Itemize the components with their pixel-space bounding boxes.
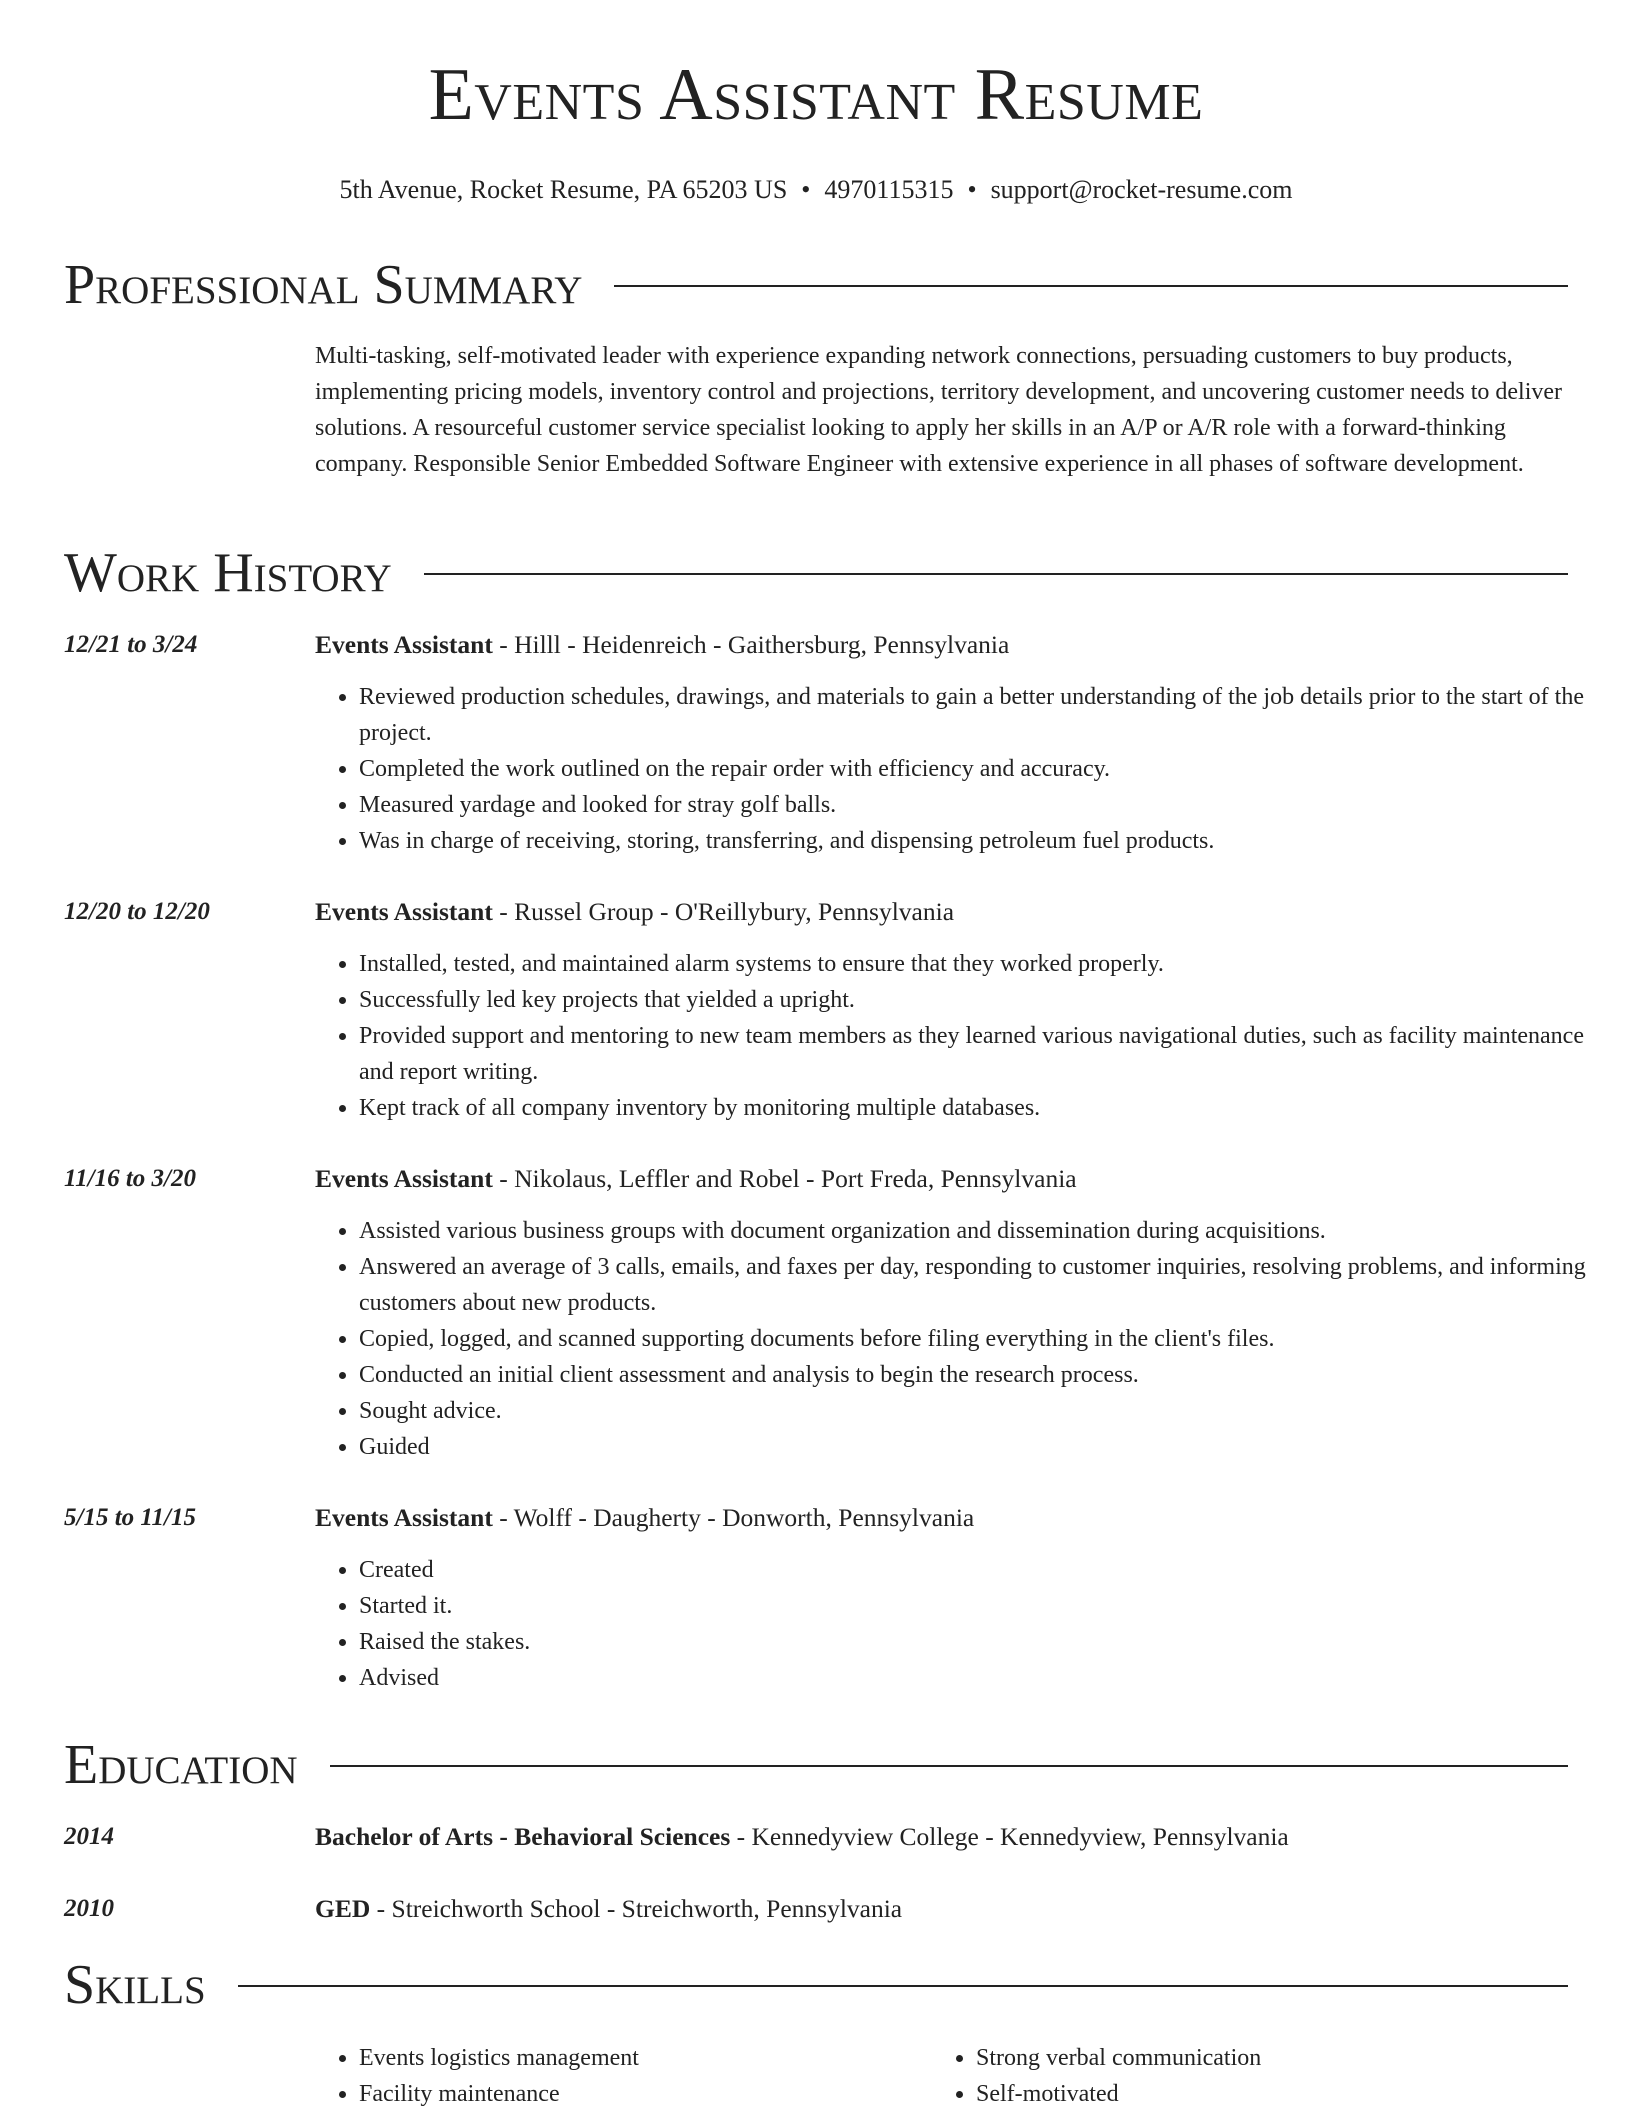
education-year: 2014 [64,1823,114,1850]
job-dates: 11/16 to 3/20 [64,1165,196,1192]
job-bullet: • Successfully led key projects that yielded a upright. [359,982,1609,1018]
job-dates: 5/15 to 11/15 [64,1504,196,1531]
section-heading: Skills [64,1954,206,2016]
job-role: Events Assistant [315,1503,493,1532]
education-year: 2010 [64,1895,114,1922]
job-bullet: • Conducted an initial client assessment and analysis to begin the research process. [359,1357,1609,1393]
section-skills [64,1954,1568,2016]
education-details: - Kennedyview College - Kennedyview, Pennsylvania [730,1822,1289,1851]
section-heading: Work History [64,542,392,604]
section-divider [424,573,1568,575]
section-education [64,1734,1568,1796]
section-divider [238,1985,1568,1987]
job-details: - Russel Group - O'Reillybury, Pennsylvania [492,897,955,926]
job-bullet: • Completed the work outlined on the repair order with efficiency and accuracy. [359,751,1609,787]
contact-separator: • [801,175,811,204]
contact-address: 5th Avenue, Rocket Resume, PA 65203 US [339,175,788,204]
contact-line [0,177,1632,203]
skill-item: • Self-motivated [976,2076,1536,2112]
skill-item: • Events logistics management [359,2040,919,2076]
job-details: - Hilll - Heidenreich - Gaithersburg, Pennsylvania [492,630,1010,659]
skills-list-left [315,2040,919,2112]
job-role: Events Assistant [315,897,493,926]
job-bullet: • Raised the stakes. [359,1624,1609,1660]
job-bullet: • Started it. [359,1588,1609,1624]
job-bullet: • Advised [359,1660,1609,1696]
skill-item: • Facility maintenance [359,2076,919,2112]
contact-separator: • [967,175,977,204]
job-title [315,1166,1077,1192]
education-details: - Streichworth School - Streichworth, Pennsylvania [370,1894,903,1923]
job-bullets [315,946,1609,1126]
contact-phone: 4970115315 [824,175,954,204]
job-bullet: • Provided support and mentoring to new team members as they learned various navigational duties, such as facility maintenance and report writing. [359,1018,1609,1090]
job-role: Events Assistant [315,1164,493,1193]
job-bullet: • Reviewed production schedules, drawings, and materials to gain a better understanding of the job details prior to the start of the project. [359,679,1609,751]
skills-list-right [932,2040,1536,2112]
job-bullets [315,1213,1609,1465]
section-professional-summary [64,254,1568,316]
education-entry [315,1824,1289,1850]
education-degree: Bachelor of Arts - Behavioral Sciences [315,1822,731,1851]
job-dates: 12/20 to 12/20 [64,898,210,925]
job-bullet: • Was in charge of receiving, storing, transferring, and dispensing petroleum fuel products. [359,823,1609,859]
section-divider [614,285,1568,287]
education-degree: GED [315,1894,371,1923]
skill-item: • Strong verbal communication [976,2040,1536,2076]
education-entry [315,1896,902,1922]
section-heading: Education [64,1734,298,1796]
section-work-history [64,542,1568,604]
job-bullet: • Answered an average of 3 calls, emails, and faxes per day, responding to customer inquiries, resolving problems, and informing customers about new products. [359,1249,1609,1321]
job-dates: 12/21 to 3/24 [64,631,198,658]
job-bullets [315,679,1609,859]
job-bullet: • Installed, tested, and maintained alarm systems to ensure that they worked properly. [359,946,1609,982]
section-divider [330,1765,1568,1767]
contact-email: support@rocket-resume.com [990,175,1293,204]
summary-text: Multi-tasking, self-motivated leader with experience expanding network connections, persuading customers to buy products, implementing pricing models, inventory control and projections, territory development, and uncovering customer needs to deliver solutions. A resourceful customer service specialist looking to apply her skills in an A/P or A/R role with a forward-thinking company. Responsible Senior Embedded Software Engineer with extensive experience in all phases of software development. [315,343,1563,477]
job-title [315,632,1009,658]
job-bullet: • Sought advice. [359,1393,1609,1429]
section-heading: Professional Summary [64,254,583,316]
job-bullet: • Kept track of all company inventory by monitoring multiple databases. [359,1090,1609,1126]
job-bullet: • Copied, logged, and scanned supporting documents before filing everything in the client's files. [359,1321,1609,1357]
job-title [315,899,954,925]
job-bullet: • Assisted various business groups with document organization and dissemination during acquisitions. [359,1213,1609,1249]
job-details: - Nikolaus, Leffler and Robel - Port Freda, Pennsylvania [492,1164,1077,1193]
job-role: Events Assistant [315,630,493,659]
job-bullets [315,1552,1609,1696]
resume-title: Events Assistant Resume [428,54,1204,136]
job-details: - Wolff - Daugherty - Donworth, Pennsylvania [492,1503,975,1532]
job-bullet: • Guided [359,1429,1609,1465]
job-title [315,1505,974,1531]
job-bullet: • Created [359,1552,1609,1588]
job-bullet: • Measured yardage and looked for stray golf balls. [359,787,1609,823]
